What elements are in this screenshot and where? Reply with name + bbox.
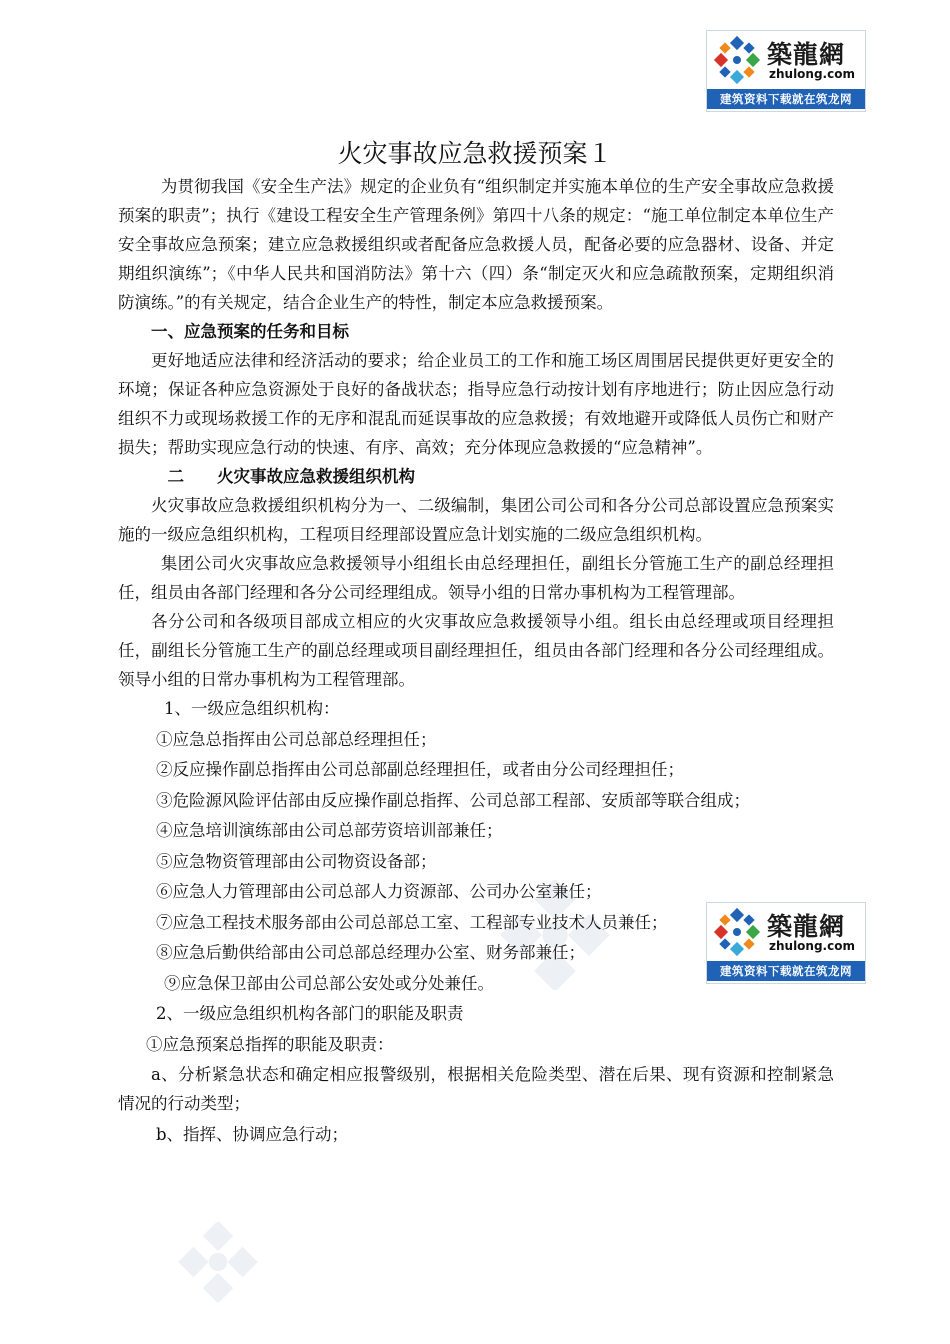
- logo-brand-en: zhulong.com: [769, 939, 855, 953]
- section2-heading: 二 火灾事故应急救援组织机构: [167, 467, 415, 486]
- document-body: [118, 172, 834, 1152]
- list-item: ③危险源风险评估部由反应操作副总指挥、公司总部工程部、安质部等联合组成；: [156, 790, 750, 810]
- list-item: ②反应操作副总指挥由公司总部副总经理担任，或者由分公司经理担任；: [156, 760, 684, 779]
- logo-brand-cn: 築龍網: [767, 40, 846, 69]
- list-item: ⑧应急后勤供给部由公司总部总经理办公室、财务部兼任；: [156, 943, 585, 962]
- list-item: ⑤应急物资管理部由公司物资设备部；: [156, 851, 437, 871]
- section2-paragraph-3: 各分公司和各级项目部成立相应的火灾事故应急救援领导小组。组长由总经理或项目经理担任，副组长分管施工生产的副总经理或项目副经理担任，组员由各部门经理和各分公司经理组成。领导小组的日常办事机构为工程管理部。: [118, 612, 834, 689]
- list-item: ⑨应急保卫部由公司总部公安处或分处兼任。: [164, 973, 494, 993]
- section1-heading: 一、应急预案的任务和目标: [151, 322, 349, 341]
- document-title: 火灾事故应急救援预案１: [337, 139, 613, 168]
- commander-duty-a: a、分析紧急状态和确定相应报警级别，根据相关危险类型、潜在后果、现有资源和控制紧急情况的行动类型；: [118, 1065, 834, 1113]
- list-item: ①应急总指挥由公司总部总经理担任；: [156, 729, 437, 749]
- logo-brand-en: zhulong.com: [769, 67, 855, 81]
- zhulong-logo-top: [706, 30, 866, 112]
- commander-duty-b: b、指挥、协调应急行动；: [156, 1125, 349, 1144]
- logo-tagline: 建筑资料下载就在筑龙网: [707, 961, 865, 981]
- list-item: ④应急培训演练部由公司总部劳资培训部兼任；: [156, 821, 503, 840]
- section1-body: 更好地适应法律和经济活动的要求；给企业员工的工作和施工场区周围居民提供更好更安全的环境；保证各种应急资源处于良好的备战状态；指导应急行动按计划有序地进行；防止因应急行动组织不力或现场救援工作的无序和混乱而延误事故的应急救援；有效地避开或降低人员伤亡和财产损失；帮助实现应急行动的快速、有序、高效；充分体现应急救援的“应急精神”。: [118, 351, 834, 457]
- section2-paragraph-1: 火灾事故应急救援组织机构分为一、二级编制，集团公司公司和各分公司总部设置应急预案实施的一级应急组织机构，工程项目经理部设置应急计划实施的二级应急组织机构。: [118, 496, 834, 544]
- commander-heading: ①应急预案总指挥的职能及职责：: [146, 1034, 394, 1054]
- zhulong-snowflake-icon: [711, 35, 763, 85]
- level1-heading: 1、一级应急组织机构：: [164, 699, 340, 718]
- list-item: ⑥应急人力管理部由公司总部人力资源部、公司办公室兼任；: [156, 882, 602, 901]
- intro-paragraph: 为贯彻我国《安全生产法》规定的企业负有“组织制定并实施本单位的生产安全事故应急救援预案的职责”；执行《建设工程安全生产管理条例》第四十八条的规定：“施工单位制定本单位生产安全事故应急预案；建立应急救援组织或者配备应急救援人员，配备必要的应急器材、设备、并定期组织演练”；《中华人民共和国消防法》第十六（四）条“制定灭火和应急疏散预案，定期组织消防演练。”的有关规定，结合企业生产的特性，制定本应急救援预案。: [118, 177, 834, 312]
- logo-tagline: 建筑资料下载就在筑龙网: [707, 89, 865, 109]
- section2-paragraph-2: 集团公司火灾事故应急救援领导小组组长由总经理担任，副组长分管施工生产的副总经理担任，组员由各部门经理和各分公司经理组成。领导小组的日常办事机构为工程管理部。: [118, 554, 834, 602]
- level2-heading: 2、一级应急组织机构各部门的职能及职责: [156, 1004, 464, 1023]
- watermark-snowflake-icon: [178, 1222, 258, 1302]
- logo-brand-cn: 築龍網: [767, 912, 846, 941]
- list-item: ⑦应急工程技术服务部由公司总部总工室、工程部专业技术人员兼任；: [156, 912, 668, 932]
